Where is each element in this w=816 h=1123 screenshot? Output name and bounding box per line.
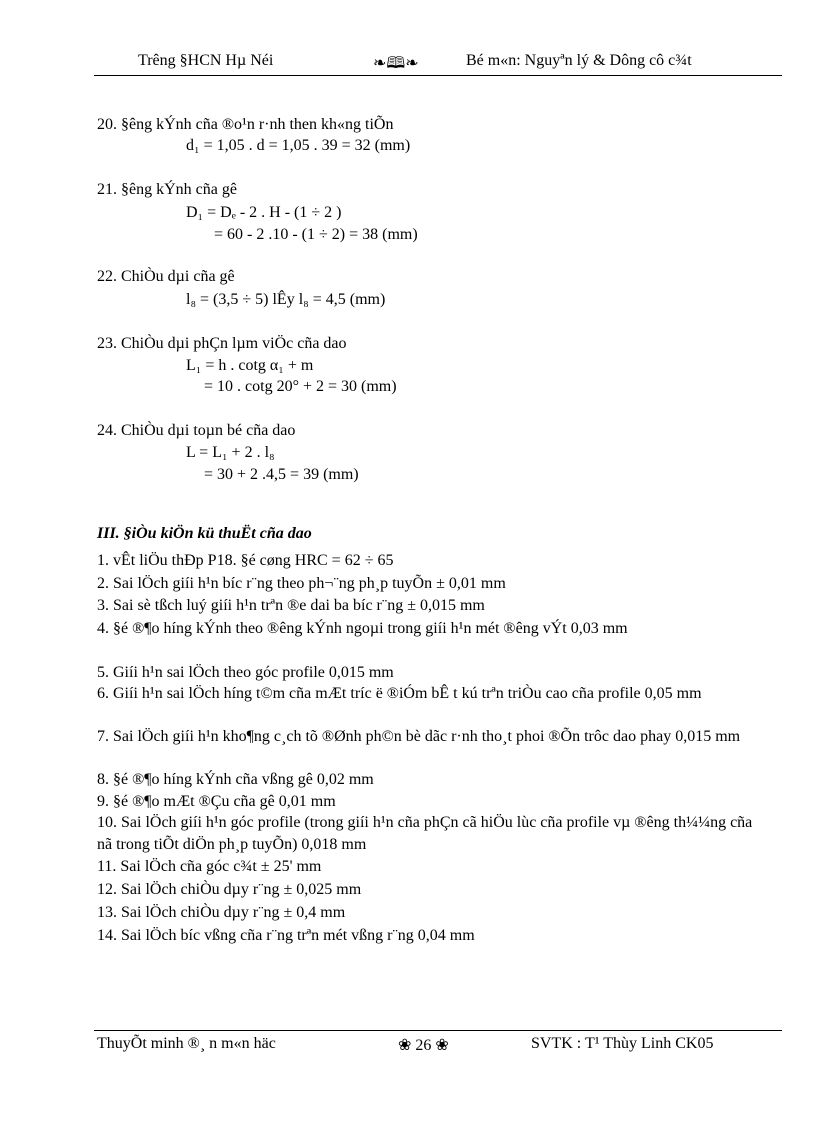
- spec-item-11: 11. Sai lÖch cña góc c¾t ± 25' mm: [97, 858, 322, 875]
- spec-item-12: 12. Sai lÖch chiÒu dµy r¨ng ± 0,025 mm: [97, 881, 362, 898]
- spec-item-5: 5. Giíi h¹n sai lÖch theo góc profile 0,015 mm: [97, 664, 394, 681]
- spec-item-9: 9. §é ®¶o mÆt ®Çu cña gê 0,01 mm: [97, 793, 336, 810]
- spec-item-1: 1. vÊt liÖu thÐp P18. §é cøng HRC = 62 ÷ 65: [97, 552, 394, 569]
- section-21-line-1: D₁ = Dₑ - 2 . H - (1 ÷ 2 ): [186, 204, 342, 221]
- page-number: ❀ 26 ❀: [398, 1037, 449, 1054]
- section-24-line-1: L = L₁ + 2 . l₈: [186, 444, 275, 461]
- header-subject: Bé m«n: Nguyªn lý & Dông cô c¾t: [466, 52, 692, 69]
- spec-item-7: 7. Sai lÖch giíi h¹n kho¶ng c¸ch tõ ®Ønh ph©n bè dãc r·nh tho¸t phoi ®Õn trôc dao phay 0,015 mm: [97, 728, 741, 745]
- header-school: Trêng §HCN Hµ Néi: [138, 52, 274, 69]
- spec-item-14: 14. Sai lÖch bíc vßng cña r¨ng trªn mét vßng r¨ng 0,04 mm: [97, 927, 475, 944]
- spec-item-10: 10. Sai lÖch giíi h¹n góc profile (trong giíi h¹n cña phÇn cã hiÖu lùc cña profile vµ ®êng th¼¼ng cña nã trong tiÕt diÖn ph¸p tuyÕn) 0,018 mm: [97, 814, 753, 853]
- footer-author: SVTK : T¹ Thùy Linh CK05: [531, 1035, 714, 1052]
- spec-item-3: 3. Sai sè tßch luý giíi h¹n trªn ®e dai ba bíc r¨ng ± 0,015 mm: [97, 597, 485, 614]
- spec-item-13: 13. Sai lÖch chiÒu dµy r¨ng ± 0,4 mm: [97, 904, 346, 921]
- section-22-line-1: l₈ = (3,5 ÷ 5) lÊy l₈ = 4,5 (mm): [186, 291, 386, 308]
- spec-item-4: 4. §é ®¶o híng kÝnh theo ®êng kÝnh ngoµi trong giíi h¹n mét ®êng vÝt 0,03 mm: [97, 620, 628, 637]
- section-21-line-2: = 60 - 2 .10 - (1 ÷ 2) = 38 (mm): [214, 226, 418, 243]
- section-24-title: 24. ChiÒu dµi toµn bé cña dao: [97, 422, 296, 439]
- section-23-title: 23. ChiÒu dµi phÇn lµm viÖc cña dao: [97, 335, 347, 352]
- spec-item-2: 2. Sai lÖch giíi h¹n bíc r¨ng theo ph¬¨ng ph¸p tuyÕn ± 0,01 mm: [97, 575, 506, 592]
- header-ornament-icon: ❧🕮❧: [373, 55, 419, 72]
- header-rule: [94, 75, 782, 76]
- section-24-line-2: = 30 + 2 .4,5 = 39 (mm): [204, 466, 359, 483]
- section-22-title: 22. ChiÒu dµi cña gê: [97, 268, 235, 285]
- section-20-title: 20. §êng kÝnh cña ®o¹n r·nh then kh«ng tiÕn: [97, 116, 394, 133]
- spec-item-6: 6. Giíi h¹n sai lÖch híng t©m cña mÆt tríc ë ®iÓm bÊ t kú trªn triÒu cao cña profile 0,05 mm: [97, 685, 702, 702]
- section-20-line-1: d₁ = 1,05 . d = 1,05 . 39 = 32 (mm): [186, 137, 411, 154]
- part-3-title: III. §iÒu kiÖn kü thuËt cña dao: [97, 525, 312, 542]
- spec-item-8: 8. §é ®¶o híng kÝnh cña vßng gê 0,02 mm: [97, 771, 374, 788]
- section-23-line-2: = 10 . cotg 20° + 2 = 30 (mm): [204, 378, 397, 395]
- footer-title: ThuyÕt minh ®¸ n m«n häc: [97, 1035, 276, 1052]
- footer-rule: [94, 1030, 782, 1031]
- section-21-title: 21. §êng kÝnh cña gê: [97, 181, 237, 198]
- section-23-line-1: L₁ = h . cotg α₁ + m: [186, 357, 314, 374]
